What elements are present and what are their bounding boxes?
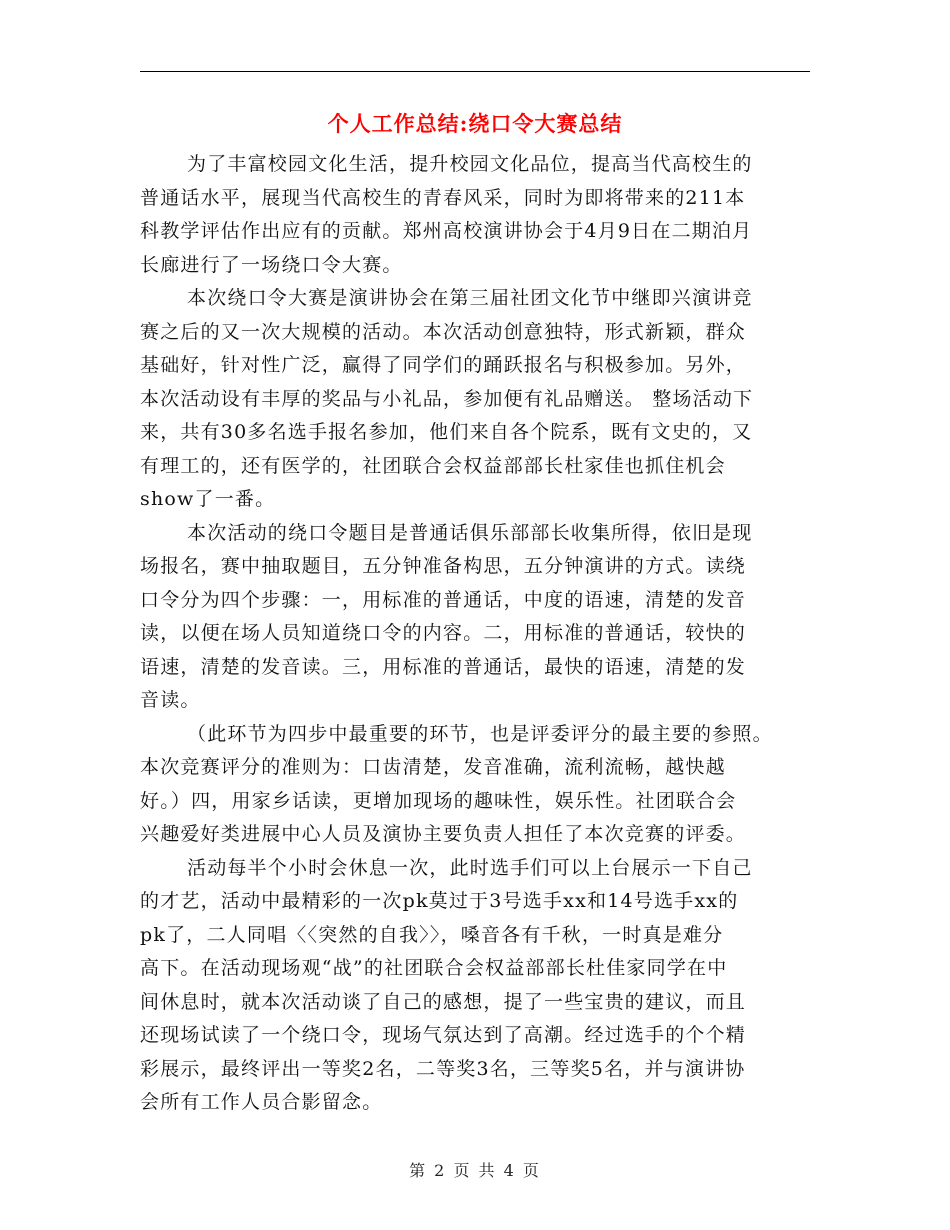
body-line: 语速，清楚的发音读。三，用标准的普通话，最快的语速，清楚的发 bbox=[140, 655, 747, 678]
body-line: 兴趣爱好类进展中心人员及演协主要负责人担任了本次竞赛的评委。 bbox=[140, 823, 747, 845]
body-line: 科教学评估作出应有的贡献。郑州高校演讲协会于4月9日在二期泊月 bbox=[140, 220, 753, 242]
body-line: 有理工的，还有医学的，社团联合会权益部部长杜家佳也抓住机会 bbox=[140, 454, 726, 477]
body-line: show了一番。 bbox=[140, 488, 276, 510]
body-line: 活动每半个小时会休息一次，此时选手们可以上台展示一下自己 bbox=[187, 856, 753, 879]
body-line: 间休息时，就本次活动谈了自己的感想，提了一些宝贵的建议，而且 bbox=[140, 990, 747, 1013]
body-line: 本次活动设有丰厚的奖品与小礼品，参加便有礼品赠送。 整场活动下 bbox=[140, 387, 754, 410]
body-line: 还现场试读了一个绕口令，现场气氛达到了高潮。经过选手的个个精 bbox=[140, 1024, 747, 1046]
body-line: 为了丰富校园文化生活，提升校园文化品位，提高当代高校生的 bbox=[187, 153, 753, 175]
document-title: 个人工作总结:绕口令大赛总结 bbox=[327, 111, 623, 136]
page-number-footer: 第 2 页 共 4 页 bbox=[409, 1161, 541, 1180]
document-body bbox=[140, 148, 810, 1120]
body-line: 口令分为四个步骤：一，用标准的普通话，中度的语速，清楚的发音 bbox=[140, 588, 747, 611]
body-line: 音读。 bbox=[140, 689, 201, 711]
body-line: 普通话水平，展现当代高校生的青春风采，同时为即将带来的211本 bbox=[140, 186, 746, 209]
body-line: 高下。在活动现场观“战”的社团联合会权益部部长杜佳家同学在中 bbox=[140, 957, 728, 979]
body-line: 彩展示，最终评出一等奖2名，二等奖3名，三等奖5名，并与演讲协 bbox=[140, 1057, 746, 1080]
body-line: 长廊进行了一场绕口令大赛。 bbox=[140, 253, 403, 276]
body-line: 的才艺，活动中最精彩的一次pk莫过于3号选手xx和14号选手xx的 bbox=[140, 890, 739, 912]
body-line: 会所有工作人员合影留念。 bbox=[140, 1091, 383, 1113]
body-line: 好。）四，用家乡话读，更增加现场的趣味性，娱乐性。社团联合会 bbox=[140, 789, 737, 812]
body-line: 本次绕口令大赛是演讲协会在第三届社团文化节中继即兴演讲竞 bbox=[187, 287, 753, 309]
body-line: （此环节为四步中最重要的环节，也是评委评分的最主要的参照。 bbox=[187, 722, 773, 745]
body-line: 基础好，针对性广泛，赢得了同学们的踊跃报名与积极参加。另外， bbox=[140, 354, 747, 376]
body-line: 读，以便在场人员知道绕口令的内容。二，用标准的普通话，较快的 bbox=[140, 622, 747, 644]
header-rule bbox=[140, 71, 810, 72]
body-line: 本次竞赛评分的准则为：口齿清楚，发音准确，流利流畅，越快越 bbox=[140, 756, 726, 778]
body-line: 场报名，赛中抽取题目，五分钟准备构思，五分钟演讲的方式。读绕 bbox=[140, 555, 747, 577]
body-line: pk了，二人同唱〈〈突然的自我〉〉，嗓音各有千秋，一时真是难分 bbox=[140, 923, 724, 946]
body-line: 本次活动的绕口令题目是普通话俱乐部部长收集所得，依旧是现 bbox=[187, 521, 753, 544]
body-line: 来，共有30多名选手报名参加，他们来自各个院系，既有文史的，又 bbox=[140, 421, 753, 443]
body-line: 赛之后的又一次大规模的活动。本次活动创意独特，形式新颖，群众 bbox=[140, 320, 747, 343]
